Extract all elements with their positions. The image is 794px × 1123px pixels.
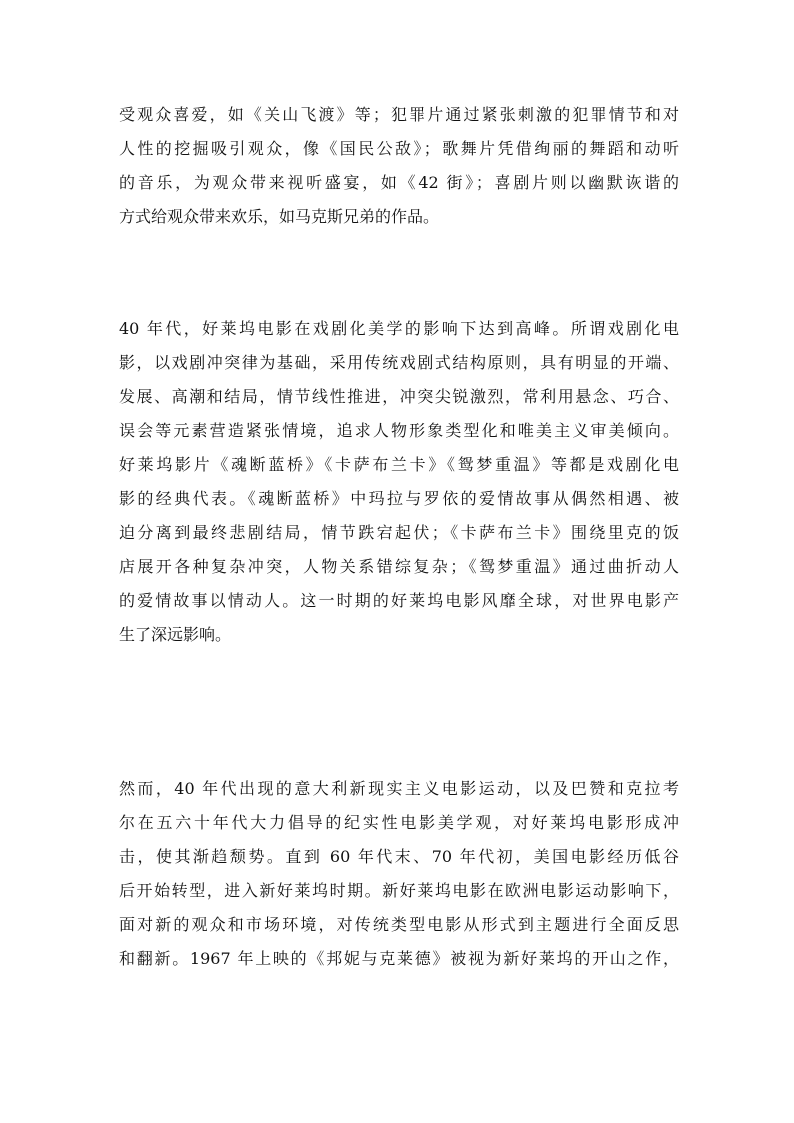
text-line: 的爱情故事以情动人。这一时期的好莱坞电影风靡全球，对世界电影产 — [119, 591, 679, 610]
text-line: 尔在五六十年代大力倡导的纪实性电影美学观，对好莱坞电影形成冲 — [119, 813, 679, 832]
text-line: 店展开各种复杂冲突，人物关系错综复杂；《鸳梦重温》通过曲折动人 — [119, 557, 679, 576]
text-line: 影，以戏剧冲突律为基础，采用传统戏剧式结构原则，具有明显的开端、 — [119, 353, 679, 372]
text-line: 误会等元素营造紧张情境，追求人物形象类型化和唯美主义审美倾向。 — [119, 421, 679, 440]
text-line: 影的经典代表。《魂断蓝桥》中玛拉与罗依的爱情故事从偶然相遇、被 — [119, 489, 679, 508]
text-line: 人性的挖掘吸引观众，像《国民公敌》；歌舞片凭借绚丽的舞蹈和动听 — [119, 139, 679, 158]
text-line: 受观众喜爱，如《关山飞渡》等；犯罪片通过紧张刺激的犯罪情节和对 — [119, 105, 679, 124]
text-line: 生了深远影响。 — [119, 625, 232, 644]
text-line: 后开始转型，进入新好莱坞时期。新好莱坞电影在欧洲电影运动影响下， — [119, 881, 679, 900]
paragraph-new-hollywood — [119, 772, 679, 976]
text-line: 和翻新。1967 年上映的《邦妮与克莱德》被视为新好莱坞的开山之作， — [119, 949, 679, 968]
text-line: 面对新的观众和市场环境，对传统类型电影从形式到主题进行全面反思 — [119, 915, 679, 934]
text-line: 好莱坞影片《魂断蓝桥》《卡萨布兰卡》《鸳梦重温》等都是戏剧化电 — [119, 455, 679, 474]
paragraph-dramatic-aesthetics — [119, 312, 679, 652]
text-line: 然而，40 年代出现的意大利新现实主义电影运动，以及巴赞和克拉考 — [119, 779, 679, 798]
text-line: 发展、高潮和结局，情节线性推进，冲突尖锐激烈，常利用悬念、巧合、 — [119, 387, 679, 406]
text-line: 的音乐，为观众带来视听盛宴，如《42 街》；喜剧片则以幽默诙谐的 — [119, 173, 679, 192]
text-line: 迫分离到最终悲剧结局，情节跌宕起伏；《卡萨布兰卡》围绕里克的饭 — [119, 523, 679, 542]
text-line: 击，使其渐趋颓势。直到 60 年代末、70 年代初，美国电影经历低谷 — [119, 847, 679, 866]
paragraph-genre-films — [119, 98, 679, 234]
text-line: 40 年代，好莱坞电影在戏剧化美学的影响下达到高峰。所谓戏剧化电 — [119, 319, 679, 338]
text-line: 方式给观众带来欢乐，如马克斯兄弟的作品。 — [119, 207, 440, 226]
